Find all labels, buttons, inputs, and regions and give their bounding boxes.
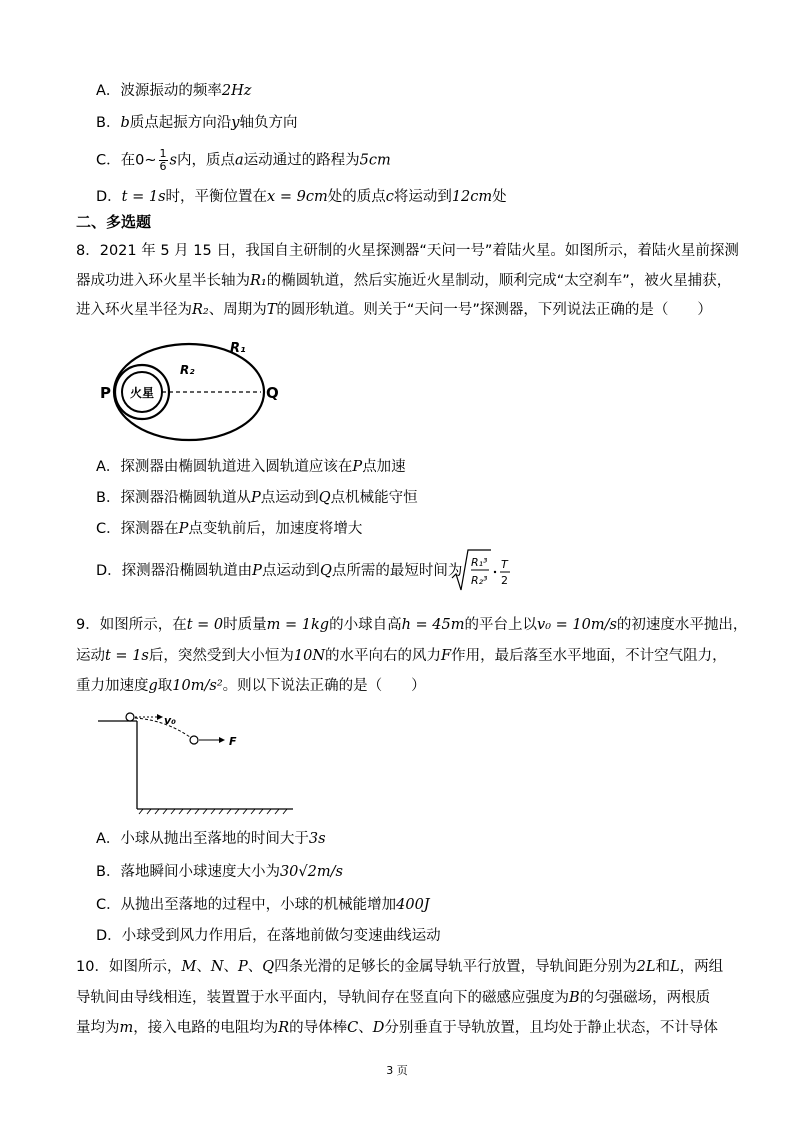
option-text: 轴负方向 — [239, 115, 298, 131]
stem-text: ，两组 — [679, 959, 724, 975]
math-text: y — [231, 115, 240, 131]
stem-text: 。则以下说法正确的是（ ） — [222, 678, 426, 694]
t-denominator: 2 — [501, 574, 508, 587]
q9-projectile-figure — [95, 710, 300, 820]
math-text: R₂ — [192, 302, 209, 318]
math-text: 2L — [636, 959, 656, 975]
option-text: 点所需的最短时间为 — [331, 563, 463, 579]
option-text: C．从抛出至落地的过程中，小球的机械能增加 — [96, 897, 397, 913]
stem-text: 和 — [655, 959, 671, 975]
trajectory-dashed — [135, 718, 190, 737]
math-text: R₁ — [250, 273, 267, 289]
q8-stem-line1: 8．2021 年 5 月 15 日，我国自主研制的火星探测器“天问一号”着陆火星。如图所示，着陆火星前探测 — [76, 243, 739, 259]
option-text: 点机械能守恒 — [330, 490, 418, 506]
option-text: 质点起振方向沿 — [129, 115, 232, 131]
option-text: 时，平衡位置在 — [165, 189, 268, 205]
stem-text: 、 — [196, 959, 211, 975]
stem-text: 作用，最后落至水平地面，不计空气阻力， — [451, 648, 727, 664]
stem-text: 10．如图所示， — [76, 959, 182, 975]
stem-text: 运动 — [76, 648, 105, 664]
q9-option-a — [96, 829, 326, 849]
math-text: F — [441, 648, 452, 664]
q7-option-a — [96, 81, 251, 101]
math-text: C — [347, 1020, 359, 1036]
math-text: g — [148, 678, 158, 694]
stem-text: 重力加速度 — [76, 678, 149, 694]
mars-label: 火星 — [129, 386, 155, 400]
r1-label: R₁ — [230, 341, 246, 356]
math-text: N — [210, 959, 224, 975]
q8-stem-line2 — [76, 271, 731, 291]
math-text: a — [234, 152, 244, 169]
math-text: T — [266, 302, 277, 318]
r2-label: R₂ — [180, 363, 195, 377]
option-text: B．落地瞬间小球速度大小为 — [96, 864, 280, 880]
q8-stem-line3 — [76, 300, 712, 320]
point-p-label: P — [100, 384, 111, 402]
option-text: A．探测器由椭圆轨道进入圆轨道应该在 — [96, 459, 353, 475]
math-text: m = 1kg — [266, 617, 330, 633]
stem-text: 、周期为 — [208, 302, 267, 318]
math-text: t = 1s — [105, 648, 149, 664]
q9-option-c — [96, 895, 430, 915]
q8-option-c — [96, 519, 362, 539]
stem-text: 的椭圆轨道，然后实施近火星制动，顺利完成“太空刹车”，被火星捕获， — [266, 273, 732, 289]
math-text: Q — [319, 563, 332, 579]
stem-text: 、 — [358, 1020, 373, 1036]
math-text: P — [238, 959, 248, 975]
q8-option-d — [96, 561, 462, 581]
force-label: F — [229, 735, 237, 748]
option-text: 处的质点 — [327, 189, 386, 205]
option-text: C．在0~ — [96, 152, 157, 169]
math-text: s — [169, 152, 177, 169]
math-text: t = 0 — [186, 617, 224, 633]
math-text: Q — [262, 959, 275, 975]
math-text: P — [252, 563, 262, 579]
stem-text: 进入环火星半径为 — [76, 302, 192, 318]
point-q-label: Q — [266, 384, 279, 402]
stem-text: 四条光滑的足够长的金属导轨平行放置，导轨间距分别为 — [274, 959, 637, 975]
stem-text: 取 — [157, 678, 173, 694]
option-text: D． — [96, 189, 122, 205]
math-text: 400J — [396, 897, 430, 913]
math-text: h = 45m — [401, 617, 465, 633]
math-text: P — [178, 521, 189, 537]
math-text: 12cm — [451, 189, 493, 205]
option-text: B． — [96, 115, 121, 131]
stem-text: 后，突然受到大小恒为 — [148, 648, 294, 664]
stem-text: 导轨间由导线相连，装置置于水平面内，导轨间存在竖直向下的磁感应强度为 — [76, 990, 569, 1006]
stem-text: 的小球自高 — [329, 617, 402, 633]
math-text: P — [250, 490, 261, 506]
q10-stem-line1 — [76, 957, 723, 977]
q8-option-a — [96, 457, 406, 477]
t-numerator: T — [501, 558, 508, 571]
math-text: D — [372, 1020, 385, 1036]
stem-text: 器成功进入环火星半长轴为 — [76, 273, 250, 289]
q9-stem-line2 — [76, 646, 727, 666]
stem-text: 的水平向右的风力 — [325, 648, 442, 664]
math-text: R — [278, 1020, 290, 1036]
stem-text: 、 — [247, 959, 263, 975]
stem-text: 9．如图所示，在 — [76, 617, 187, 633]
ball-position — [190, 736, 198, 744]
ball-initial — [126, 713, 134, 721]
math-text: P — [352, 459, 363, 475]
math-text: v₀ = 10m/s — [537, 617, 617, 633]
math-text: 5cm — [359, 152, 391, 169]
stem-text: 量均为 — [76, 1020, 120, 1036]
option-text: 将运动到 — [393, 189, 452, 205]
option-text: 运动通过的路程为 — [243, 152, 360, 169]
math-text: 10m/s² — [172, 678, 223, 694]
option-text: D．小球受到风力作用后，在落地前做匀变速曲线运动 — [96, 928, 441, 944]
math-text: b — [120, 115, 130, 131]
math-text: 30√2m/s — [279, 864, 343, 880]
q8-orbit-figure — [96, 332, 306, 452]
ground-hatching — [139, 809, 287, 814]
r2-cubed: R₂³ — [471, 574, 488, 587]
q7-option-c — [96, 148, 391, 173]
q8-option-b — [96, 488, 418, 508]
math-text: m — [119, 1020, 134, 1036]
dot-operator — [494, 571, 496, 573]
v0-label: v₀ — [164, 714, 176, 727]
stem-text: ，接入电路的电阻均为 — [133, 1020, 279, 1036]
math-text: Q — [318, 490, 331, 506]
q9-stem-line1 — [76, 615, 747, 635]
option-text: 点运动到 — [261, 563, 320, 579]
option-text: A．波源振动的频率 — [96, 83, 222, 99]
math-text: x = 9cm — [267, 189, 328, 205]
option-text: 内，质点 — [176, 152, 235, 169]
math-text: t = 1s — [121, 189, 166, 205]
q10-stem-line2 — [76, 988, 710, 1008]
stem-text: 分别垂直于导轨放置，且均处于静止状态，不计导体 — [384, 1020, 718, 1036]
stem-text: 的平台上以 — [464, 617, 537, 633]
fraction — [159, 148, 168, 173]
r1-cubed: R₁³ — [471, 556, 488, 569]
math-text: 10N — [293, 648, 326, 664]
option-text: A．小球从抛出至落地的时间大于 — [96, 831, 309, 847]
math-text: M — [181, 959, 197, 975]
q9-stem-line3 — [76, 676, 426, 696]
q8-sqrt-expression — [451, 548, 513, 594]
math-text: c — [385, 189, 394, 205]
stem-text: 的导体棒 — [289, 1020, 348, 1036]
section-title: 二、多选题 — [76, 213, 152, 231]
velocity-arrowhead — [157, 714, 163, 720]
fraction-denominator: 6 — [159, 160, 167, 173]
q10-stem-line3 — [76, 1018, 718, 1038]
stem-text: 的初速度水平抛出， — [616, 617, 748, 633]
math-text: L — [670, 959, 680, 975]
option-text: 处 — [492, 189, 507, 205]
q9-option-b — [96, 862, 343, 882]
q7-option-d — [96, 187, 507, 207]
option-text: D．探测器沿椭圆轨道由 — [96, 563, 253, 579]
option-text: 点运动到 — [260, 490, 319, 506]
option-text: 点加速 — [362, 459, 406, 475]
stem-text: 的匀强磁场，两根质 — [579, 990, 711, 1006]
math-text: 3s — [308, 831, 326, 847]
stem-text: 的圆形轨道。则关于“天问一号”探测器，下列说法正确的是（ ） — [276, 302, 712, 318]
page-number: 3 页 — [386, 1064, 408, 1077]
q9-option-d — [96, 926, 441, 946]
stem-text: 、 — [223, 959, 238, 975]
math-text: 2Hz — [221, 83, 252, 99]
wind-force-arrowhead — [219, 737, 225, 743]
q7-option-b — [96, 113, 297, 133]
fraction-numerator: 1 — [159, 147, 167, 160]
option-text: B．探测器沿椭圆轨道从 — [96, 490, 251, 506]
stem-text: 时质量 — [223, 617, 267, 633]
math-text: B — [569, 990, 580, 1006]
option-text: 点变轨前后，加速度将增大 — [188, 521, 363, 537]
option-text: C．探测器在 — [96, 521, 179, 537]
